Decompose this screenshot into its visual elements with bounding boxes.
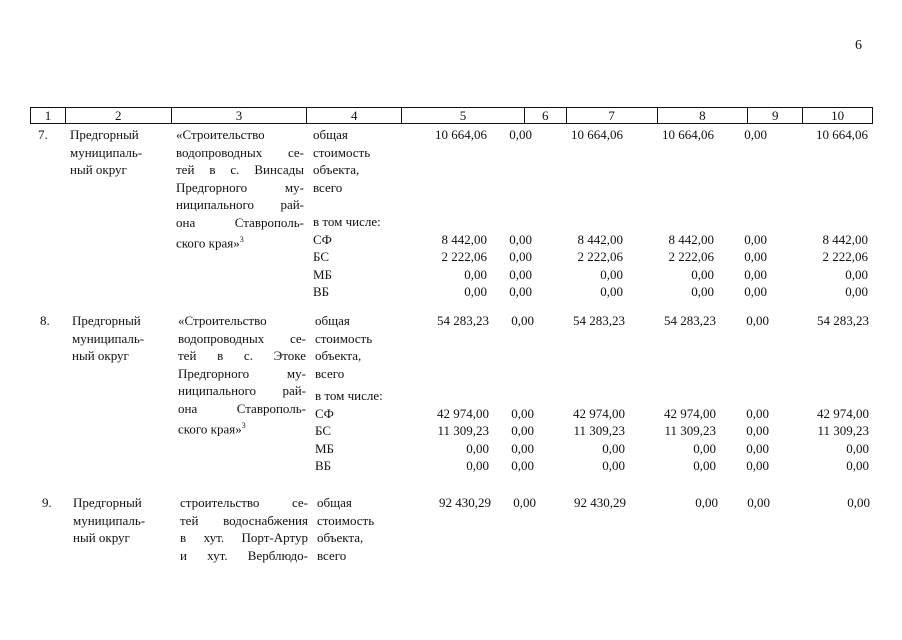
value: 0,00 [466, 458, 489, 473]
value: 0,00 [846, 440, 869, 456]
value: 0,00 [511, 440, 534, 456]
value: 0,00 [509, 266, 532, 282]
value: 0,00 [511, 423, 534, 438]
value: 54 283,23 [817, 313, 869, 328]
object-line: Предгорного му- [178, 365, 306, 381]
type-line: объекта, [315, 348, 362, 363]
object-line: Предгорного му- [176, 179, 304, 195]
value-col-10: 0,00 [847, 495, 870, 510]
value-col-7 [535, 126, 623, 301]
value-col-7: 92 430,29 [574, 495, 626, 510]
type-line: объекта, [313, 162, 360, 177]
type-line: объекта, [317, 530, 364, 545]
value-col-9 [717, 126, 767, 301]
municipality-cell [70, 126, 160, 179]
value-col-9 [719, 312, 769, 475]
value: 0,00 [744, 284, 767, 299]
value-col-8 [626, 126, 714, 301]
value-col-8 [628, 312, 716, 475]
breakdown-label: СФ [315, 405, 334, 421]
value: 0,00 [509, 284, 532, 299]
value: 0,00 [509, 231, 532, 247]
municipality-line: муниципаль- [73, 512, 146, 528]
value: 0,00 [464, 284, 487, 299]
row-number: 7. [38, 127, 48, 142]
value: 10 664,06 [662, 127, 714, 142]
in-that-label: в том числе: [313, 214, 381, 229]
value: 54 283,23 [573, 313, 625, 328]
value: 0,00 [600, 284, 623, 299]
footnote-mark: 3 [239, 235, 244, 244]
breakdown-label: ВБ [315, 458, 332, 473]
header-col-7: 7 [567, 108, 658, 123]
header-col-4: 4 [307, 108, 402, 123]
municipality-line: ный округ [72, 348, 129, 363]
municipality-cell [73, 494, 163, 547]
object-line: «Строительство [178, 313, 267, 328]
value: 0,00 [693, 440, 716, 456]
value-col-6 [494, 312, 534, 475]
value: 2 222,06 [577, 249, 623, 264]
value: 42 974,00 [817, 405, 869, 421]
breakdown-label: МБ [313, 266, 333, 282]
header-col-9: 9 [748, 108, 803, 123]
value: 0,00 [693, 458, 716, 473]
header-col-8: 8 [658, 108, 749, 123]
object-line: в хут. Порт-Артур [180, 530, 308, 545]
municipality-line: Предгорный [72, 313, 141, 328]
value: 0,00 [845, 266, 868, 282]
header-col-5: 5 [402, 108, 525, 123]
value: 0,00 [511, 313, 534, 328]
object-name-cell [178, 312, 306, 438]
type-line: общая [313, 127, 348, 142]
municipality-line: Предгорный [73, 495, 142, 510]
type-line: всего [313, 179, 343, 195]
value: 11 309,23 [437, 423, 489, 438]
type-line: стоимость [313, 144, 371, 160]
object-line: водопроводных се- [178, 330, 306, 346]
value: 0,00 [600, 266, 623, 282]
type-line: всего [315, 365, 345, 381]
object-name-cell [180, 494, 308, 564]
value: 0,00 [746, 405, 769, 421]
footnote-mark: 3 [241, 421, 246, 430]
value: 0,00 [746, 313, 769, 328]
object-line: ского края» [176, 235, 240, 251]
value: 0,00 [466, 440, 489, 456]
value: 10 664,06 [816, 127, 868, 142]
value: 0,00 [511, 458, 534, 473]
object-line: тей в с. Винсады [176, 162, 304, 177]
value: 11 309,23 [573, 423, 625, 438]
type-cell [315, 312, 405, 475]
value-col-5 [397, 312, 489, 475]
header-col-2: 2 [66, 108, 172, 123]
type-line: всего [317, 547, 347, 563]
breakdown-label: ВБ [313, 284, 330, 299]
municipality-line: муниципаль- [70, 144, 143, 160]
value-col-9: 0,00 [747, 495, 770, 510]
value: 0,00 [746, 440, 769, 456]
municipality-line: ный округ [70, 162, 127, 177]
header-col-10: 10 [831, 108, 845, 123]
value: 0,00 [691, 266, 714, 282]
object-line: «Строительство [176, 127, 265, 142]
value: 0,00 [744, 127, 767, 142]
value: 2 222,06 [668, 249, 714, 264]
value: 0,00 [746, 423, 769, 438]
object-line: ниципального рай- [178, 383, 306, 398]
breakdown-label: МБ [315, 440, 335, 456]
table-header [30, 107, 873, 124]
value: 0,00 [845, 284, 868, 299]
municipality-line: ный округ [73, 530, 130, 545]
type-cell [317, 494, 407, 564]
type-line: общая [315, 313, 350, 328]
value: 8 442,00 [577, 231, 623, 247]
value: 11 309,23 [817, 423, 869, 438]
object-line: она Ставрополь- [176, 214, 304, 230]
value-col-10 [775, 312, 869, 475]
type-line: стоимость [315, 330, 373, 346]
breakdown-label: БС [313, 249, 330, 264]
value: 0,00 [744, 266, 767, 282]
value: 2 222,06 [822, 249, 868, 264]
value: 0,00 [691, 284, 714, 299]
breakdown-label: БС [315, 423, 332, 438]
object-line: и хут. Верблюдо- [180, 547, 308, 563]
object-line: ниципального рай- [176, 197, 304, 212]
value-col-8: 0,00 [695, 495, 718, 510]
value: 0,00 [464, 266, 487, 282]
value: 0,00 [846, 458, 869, 473]
object-line: она Ставрополь- [178, 400, 306, 416]
value: 42 974,00 [573, 405, 625, 421]
value-col-7 [537, 312, 625, 475]
value: 42 974,00 [437, 405, 489, 421]
header-col-1: 1 [31, 108, 66, 123]
value-col-6 [492, 126, 532, 301]
value: 0,00 [509, 249, 532, 264]
object-line: тей водоснабжения [180, 512, 308, 528]
object-line: ского края» [178, 421, 242, 437]
row-number: 9. [42, 495, 52, 510]
value: 0,00 [744, 231, 767, 247]
value: 0,00 [511, 405, 534, 421]
municipality-line: муниципаль- [72, 330, 145, 346]
type-cell [313, 126, 403, 301]
value-col-5: 92 430,29 [439, 495, 491, 510]
value: 42 974,00 [664, 405, 716, 421]
value: 2 222,06 [441, 249, 487, 264]
municipality-line: Предгорный [70, 127, 139, 142]
row-number: 8. [40, 313, 50, 328]
page-number: 6 [855, 38, 862, 53]
value-col-5 [395, 126, 487, 301]
value: 8 442,00 [441, 231, 487, 247]
value: 10 664,06 [571, 127, 623, 142]
object-line: водопроводных се- [176, 144, 304, 160]
value: 11 309,23 [664, 423, 716, 438]
breakdown-label: СФ [313, 231, 332, 247]
value: 0,00 [746, 458, 769, 473]
value: 0,00 [602, 458, 625, 473]
in-that-label: в том числе: [315, 388, 383, 403]
value: 8 442,00 [668, 231, 714, 247]
value-col-6: 0,00 [513, 495, 536, 510]
type-line: общая [317, 495, 352, 510]
value: 54 283,23 [664, 313, 716, 328]
value: 8 442,00 [822, 231, 868, 247]
header-col-6: 6 [525, 108, 567, 123]
object-line: строительство се- [180, 495, 308, 510]
object-name-cell [176, 126, 304, 252]
value: 10 664,06 [435, 127, 487, 142]
value-col-10 [775, 126, 868, 301]
municipality-cell [72, 312, 162, 365]
value: 0,00 [509, 127, 532, 142]
value: 0,00 [602, 440, 625, 456]
value: 54 283,23 [437, 313, 489, 328]
object-line: тей в с. Этоке [178, 348, 306, 363]
header-col-3: 3 [172, 108, 308, 123]
type-line: стоимость [317, 512, 375, 528]
value: 0,00 [744, 249, 767, 264]
